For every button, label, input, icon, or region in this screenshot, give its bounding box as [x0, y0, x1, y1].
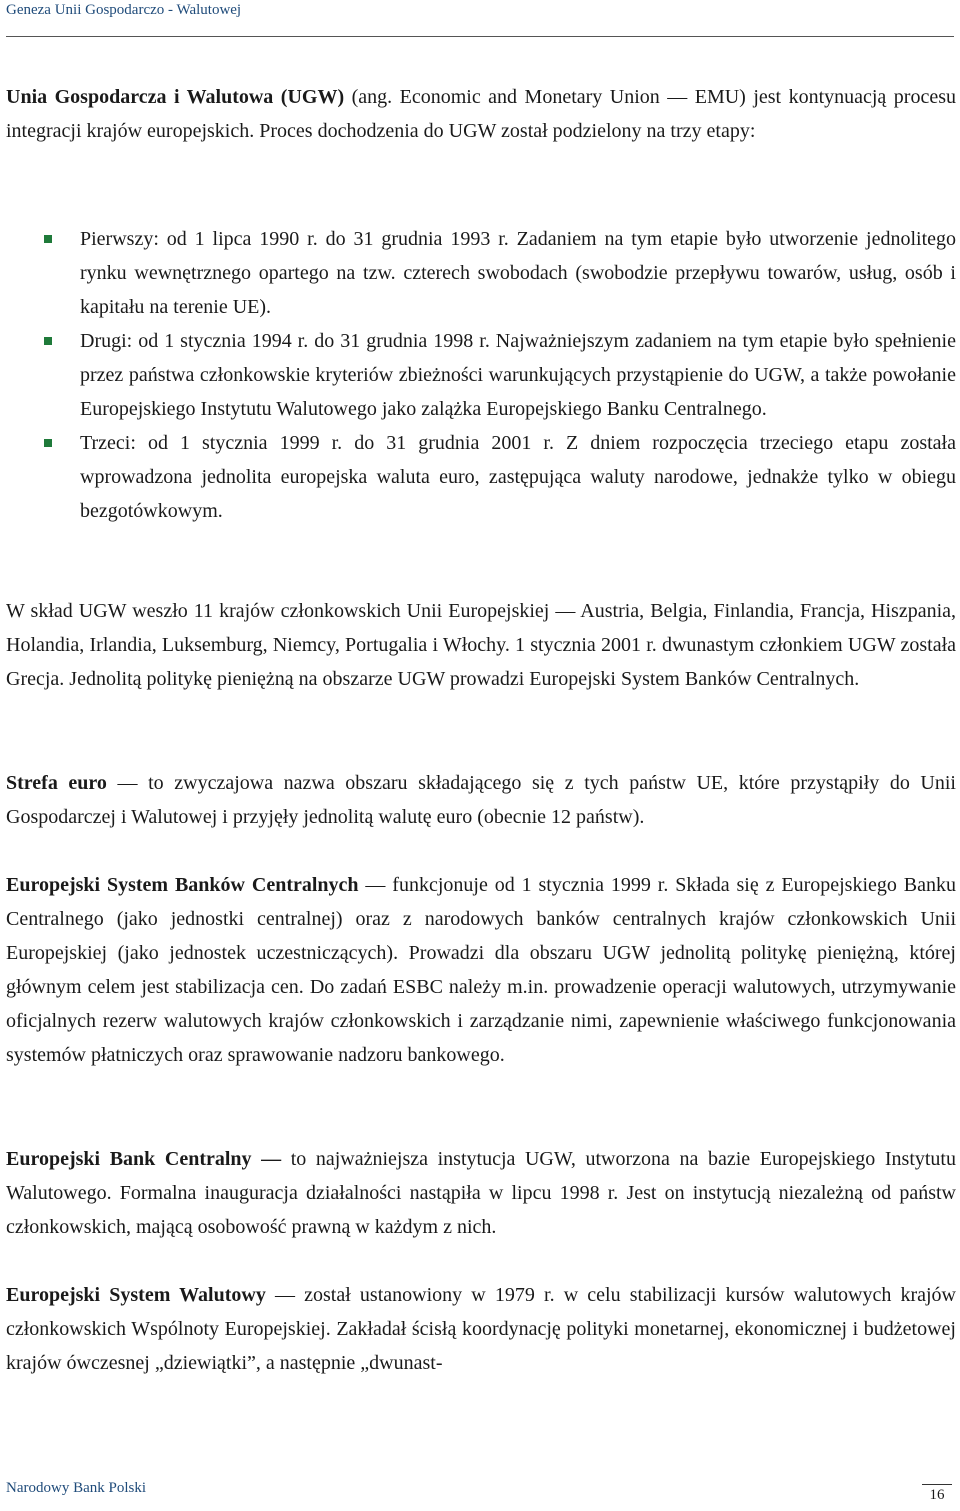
intro-paragraph [6, 80, 956, 148]
definition-text: to najważniejsza instytucja UGW, utworzona na bazie Europejskiego Instytutu Walutowego. Formalna inauguracja działalności nastąpiła w lipcu 1998 r. Jest on instytucją niezależną od państw członkowskich, mającą osobowość prawną w każdym z nich. [6, 1148, 956, 1238]
footer-publisher: Narodowy Bank Polski [6, 1480, 146, 1496]
page-number: 16 [922, 1484, 952, 1504]
members-paragraph: W skład UGW weszło 11 krajów członkowskich Unii Europejskiej — Austria, Belgia, Finlandia, Francja, Hiszpania, Holandia, Irlandia, Luksemburg, Niemcy, Portugalia i Włochy. 1 stycznia 2001 r. dwunastym członkiem UGW została Grecja. Jednolitą politykę pieniężną na obszarze UGW prowadzi Europejski System Banków Centralnych. [6, 600, 956, 690]
definition-term: Europejski System Walutowy [6, 1284, 266, 1306]
stage-text: Pierwszy: od 1 lipca 1990 r. do 31 grudnia 1993 r. Zadaniem na tym etapie było utworzenie jednolitego rynku wewnętrznego opartego na tzw. czterech swobodach (swobodzie przepływu towarów, usług, osób i kapitału na terenie UE). [80, 228, 956, 318]
stage-item-1 [0, 222, 956, 324]
stages-list [0, 222, 956, 528]
stage-item-3 [0, 426, 956, 528]
definition-term: Europejski System Banków Centralnych [6, 874, 359, 896]
square-bullet-icon [44, 235, 52, 243]
square-bullet-icon [44, 439, 52, 447]
intro-term: Unia Gospodarcza i Walutowa (UGW) [6, 86, 345, 108]
definition-term: Europejski Bank Centralny — [6, 1148, 282, 1170]
definition-esw [6, 1278, 956, 1380]
stage-item-2 [0, 324, 956, 426]
definition-text: — funkcjonuje od 1 stycznia 1999 r. Składa się z Europejskiego Banku Centralnego (jako jednostki centralnej) oraz z narodowych banków centralnych krajów członkowskich Unii Europejskiej (jako jednostek uczestniczących). Prowadzi dla obszaru UGW jednolitą politykę pieniężną, której głównym celem jest stabilizacja cen. Do zadań ESBC należy m.in. prowadzenie operacji walutowych, utrzymywanie oficjalnych rezerw walutowych krajów członkowskich i zarządzanie nimi, zapewnienie właściwego funkcjonowania systemów płatniczych oraz sprawowanie nadzoru bankowego. [6, 874, 956, 1066]
definition-ebc [6, 1142, 956, 1244]
definition-strefa-euro [6, 766, 956, 834]
running-header: Geneza Unii Gospodarczo - Walutowej [6, 2, 242, 18]
square-bullet-icon [44, 337, 52, 345]
definition-term: Strefa euro [6, 772, 107, 794]
definition-text: — to zwyczajowa nazwa obszaru składającego się z tych państw UE, które przystąpiły do Unii Gospodarczej i Walutowej i przyjęły jednolitą walutę euro (obecnie 12 państw). [6, 772, 956, 828]
header-divider [6, 36, 954, 37]
stage-text: Drugi: od 1 stycznia 1994 r. do 31 grudnia 1998 r. Najważniejszym zadaniem na tym etapie było spełnienie przez państwa członkowskie kryteriów zbieżności warunkujących przystąpienie do UGW, a także powołanie Europejskiego Instytutu Walutowego jako zalążka Europejskiego Banku Centralnego. [80, 330, 956, 420]
intro-text: (ang. Economic and Monetary Union — EMU) jest kontynuacją procesu integracji krajów europejskich. Proces dochodzenia do UGW został podzielony na trzy etapy: [6, 86, 956, 142]
definition-text: — został ustanowiony w 1979 r. w celu stabilizacji kursów walutowych krajów członkowskich Wspólnoty Europejskiej. Zakładał ścisłą koordynację polityki monetarnej, ekonomicznej i budżetowej krajów ówczesnej „dziewiątki”, a następnie „dwunast- [6, 1284, 956, 1374]
stage-text: Trzeci: od 1 stycznia 1999 r. do 31 grudnia 2001 r. Z dniem rozpoczęcia trzeciego etapu została wprowadzona jednolita europejska waluta euro, zastępująca waluty narodowe, jednakże tylko w obiegu bezgotówkowym. [80, 432, 956, 522]
definition-esbc [6, 868, 956, 1072]
